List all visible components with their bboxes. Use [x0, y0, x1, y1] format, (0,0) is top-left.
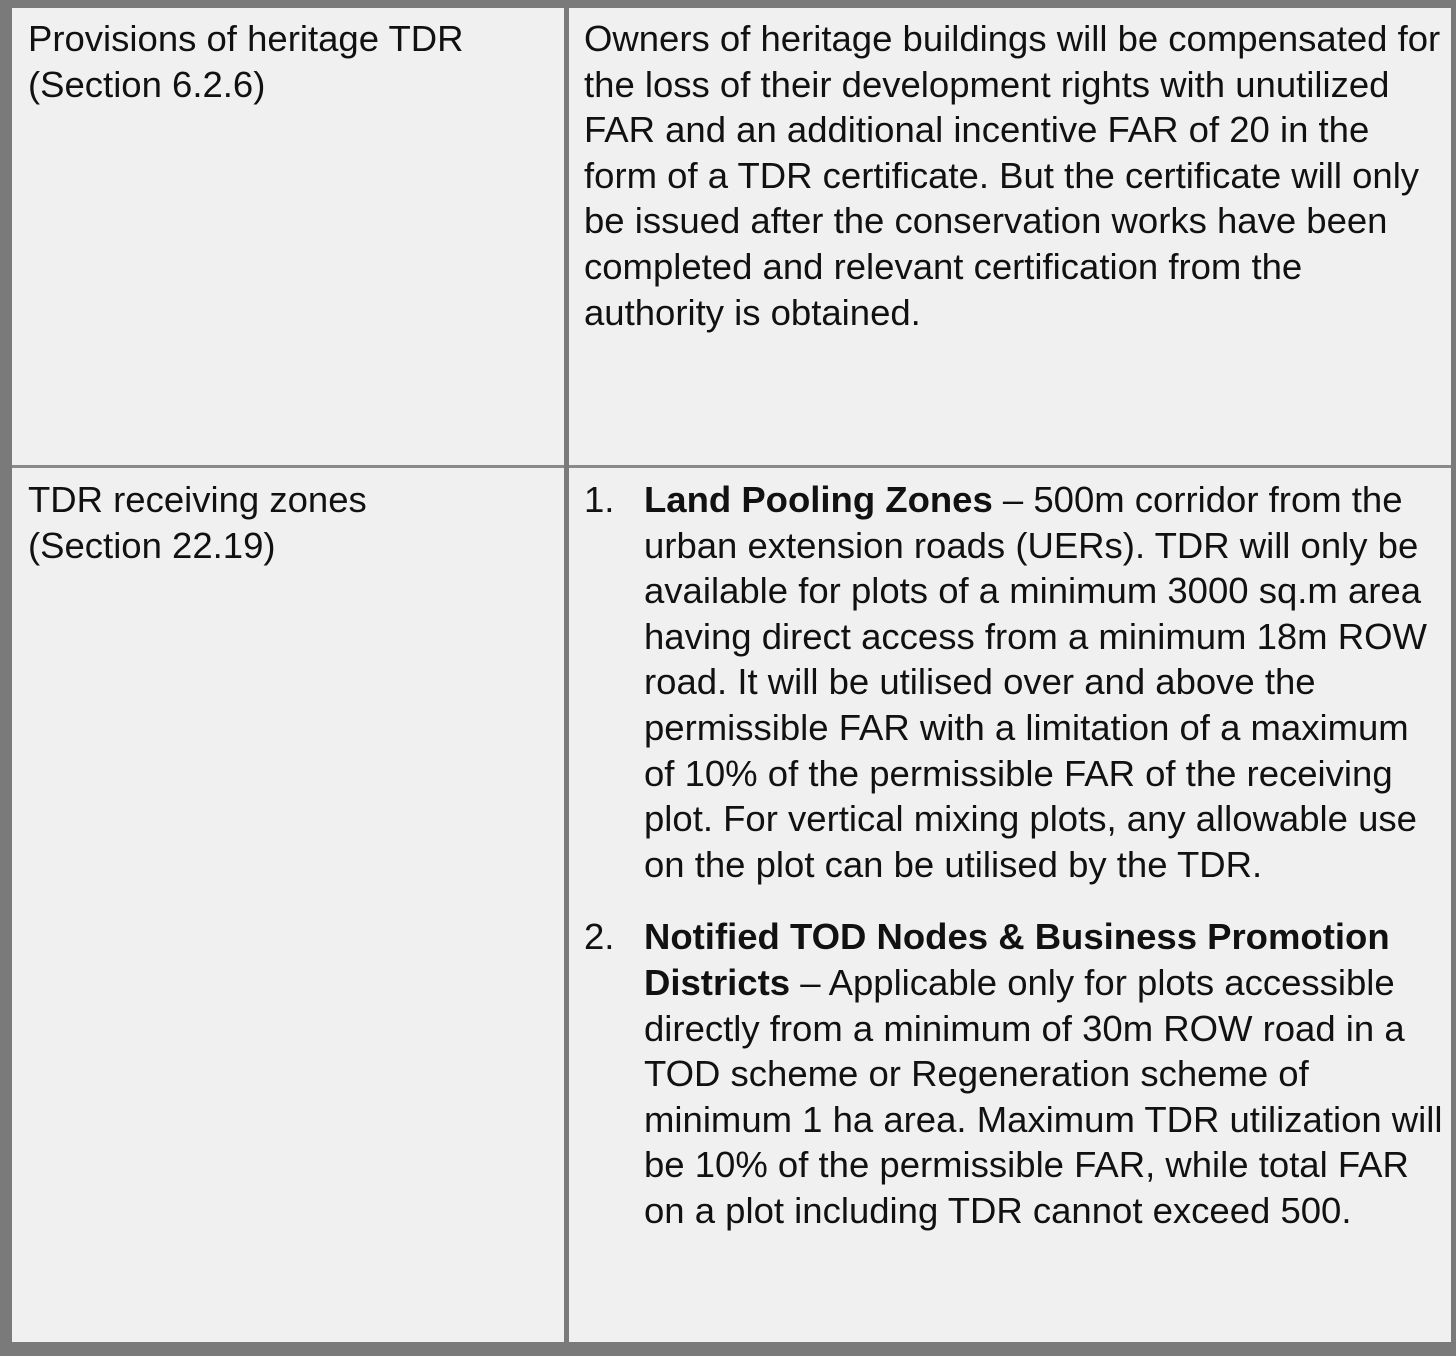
row-label-section: (Section 22.19): [28, 524, 276, 566]
list-item-title: Notified TOD Nodes & Business Promotion Districts: [644, 916, 1390, 1003]
row-label-section: (Section 6.2.6): [28, 63, 266, 105]
list-item-text: – Applicable only for plots accessible directly from a minimum of 30m ROW road in a TOD scheme or Regeneration scheme of minimum 1 ha area. Maximum TDR utilization will be 10% of the permissible FAR, while total FAR on a plot including TDR cannot exceed 500.: [644, 961, 1443, 1231]
list-item-title: Land Pooling Zones: [644, 479, 993, 520]
row-label-title: TDR receiving zones: [28, 479, 367, 520]
row-content-cell: [584, 16, 1444, 335]
row-content-cell: [584, 477, 1444, 1234]
heritage-tdr-description: Owners of heritage buildings will be compensated for the loss of their development rights with unutilized FAR and an additional incentive FAR of 20 in the form of a TDR certificate. But the certificate will only be issued after the conservation works have been completed and relevant certification from the authority is obtained.: [584, 18, 1441, 333]
list-item-number: 2.: [584, 916, 615, 958]
row-label-cell: [28, 16, 548, 107]
list-item-number: 1.: [584, 479, 615, 520]
row-divider: [12, 465, 1451, 468]
row-label-cell: [28, 477, 548, 568]
receiving-zones-list: [584, 477, 1444, 1234]
list-item-text: – 500m corridor from the urban extension roads (UERs). TDR will only be available for plots of a minimum 3000 sq.m area having direct access from a minimum 18m ROW road. It will be utilised over and above the permissible FAR with a limitation of a maximum of 10% of the permissible FAR of the receiving plot. For vertical mixing plots, any allowable use on the plot can be utilised by the TDR.: [644, 479, 1427, 885]
table-row-heritage-tdr: [12, 8, 1451, 465]
list-item-land-pooling-zones: [584, 477, 1444, 887]
table-row-tdr-receiving-zones: [12, 469, 1451, 1342]
list-item-tod-nodes: [584, 914, 1444, 1233]
column-divider: [564, 8, 569, 1342]
row-label-title: Provisions of heritage TDR: [28, 18, 464, 59]
